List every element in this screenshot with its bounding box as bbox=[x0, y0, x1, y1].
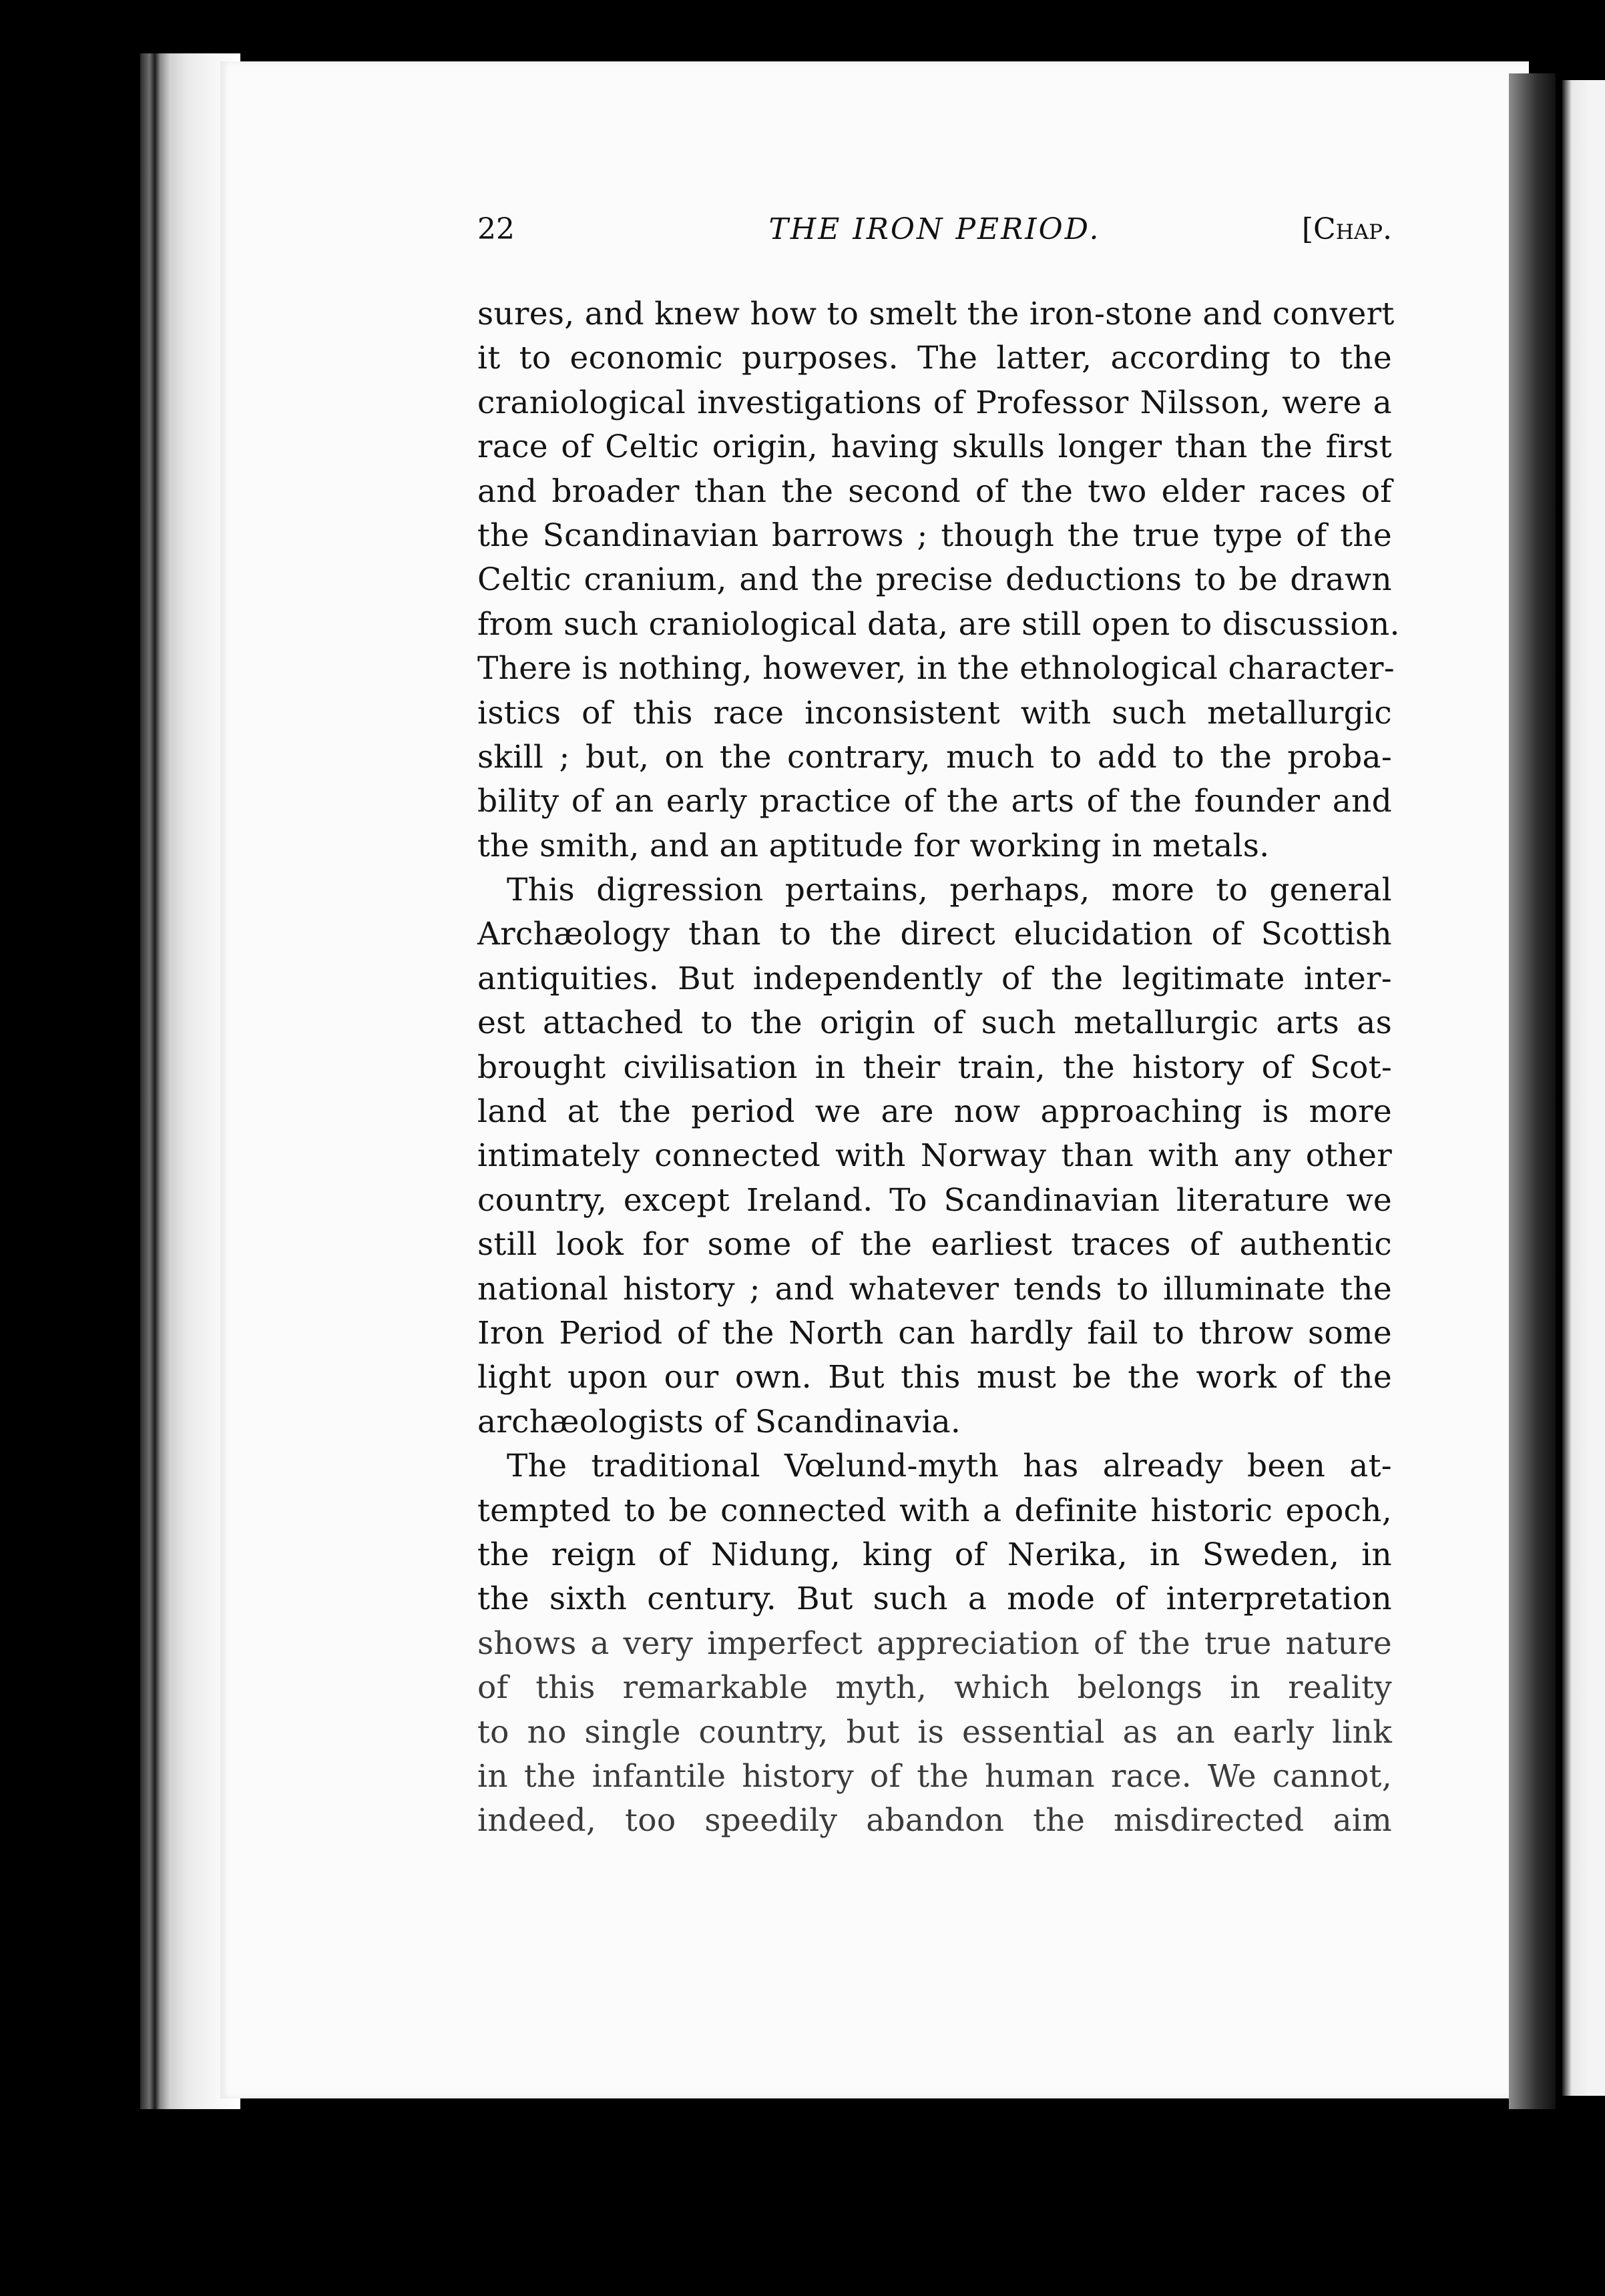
running-header bbox=[477, 212, 1392, 252]
text-line: antiquities. But independently of the legitimate inter- bbox=[477, 960, 1392, 997]
text-line: in the infantile history of the human race. We cannot, bbox=[477, 1757, 1392, 1795]
text-line: est attached to the origin of such metallurgic arts as bbox=[477, 1005, 1392, 1042]
chapter-label: [Chap. bbox=[1301, 212, 1392, 246]
text-line: the smith, and an aptitude for working in metals. bbox=[477, 827, 1270, 864]
text-line: intimately connected with Norway than with any other bbox=[477, 1137, 1392, 1175]
text-line: archæologists of Scandinavia. bbox=[477, 1403, 961, 1440]
text-line: it to economic purposes. The latter, according to the bbox=[477, 340, 1392, 377]
text-line: of this remarkable myth, which belongs in reality bbox=[477, 1669, 1392, 1707]
running-title: THE IRON PERIOD. bbox=[768, 212, 1101, 246]
text-line: still look for some of the earliest traces of authentic bbox=[477, 1226, 1392, 1263]
text-line: istics of this race inconsistent with such metallurgic bbox=[477, 694, 1392, 732]
text-line: Celtic cranium, and the precise deductions to be drawn bbox=[477, 561, 1392, 599]
text-line: tempted to be connected with a definite historic epoch, bbox=[477, 1492, 1392, 1529]
text-line: to no single country, but is essential as an early link bbox=[477, 1713, 1392, 1751]
adjacent-page-edge bbox=[1562, 80, 1605, 2096]
text-line: light upon our own. But this must be the work of the bbox=[477, 1359, 1392, 1396]
text-line: bility of an early practice of the arts of the founder and bbox=[477, 783, 1392, 820]
page-number: 22 bbox=[477, 212, 515, 246]
text-line: skill ; but, on the contrary, much to add to the proba- bbox=[477, 738, 1392, 776]
text-line: brought civilisation in their train, the history of Scot- bbox=[477, 1049, 1392, 1086]
body-text bbox=[477, 292, 1400, 1843]
text-line: national history ; and whatever tends to illuminate the bbox=[477, 1270, 1392, 1308]
text-line: There is nothing, however, in the ethnological character- bbox=[477, 650, 1395, 687]
text-line: the Scandinavian barrows ; though the true type of the bbox=[477, 517, 1392, 554]
text-line: Archæology than to the direct elucidation of Scottish bbox=[477, 916, 1392, 953]
text-line: The traditional Vœlund-myth has already been at- bbox=[507, 1448, 1392, 1485]
text-line: sures, and knew how to smelt the iron-stone and convert bbox=[477, 296, 1395, 332]
text-line: country, except Ireland. To Scandinavian literature we bbox=[477, 1181, 1392, 1219]
text-line: race of Celtic origin, having skulls longer than the first bbox=[477, 428, 1392, 466]
text-line: Iron Period of the North can hardly fail to throw some bbox=[477, 1314, 1392, 1352]
text-line: craniological investigations of Professor Nilsson, were a bbox=[477, 384, 1392, 421]
text-line: the reign of Nidung, king of Nerika, in Sweden, in bbox=[477, 1536, 1392, 1573]
text-line: indeed, too speedily abandon the misdirected aim bbox=[477, 1802, 1392, 1839]
text-line: from such craniological data, are still open to discussion. bbox=[477, 605, 1400, 643]
text-line: the sixth century. But such a mode of interpretation bbox=[477, 1581, 1392, 1618]
text-line: land at the period we are now approaching is more bbox=[477, 1093, 1392, 1131]
text-line: and broader than the second of the two elder races of bbox=[477, 473, 1392, 510]
gutter-shadow bbox=[1509, 73, 1556, 2109]
text-line: This digression pertains, perhaps, more to general bbox=[507, 872, 1392, 909]
text-line: shows a very imperfect appreciation of the true nature bbox=[477, 1625, 1392, 1662]
